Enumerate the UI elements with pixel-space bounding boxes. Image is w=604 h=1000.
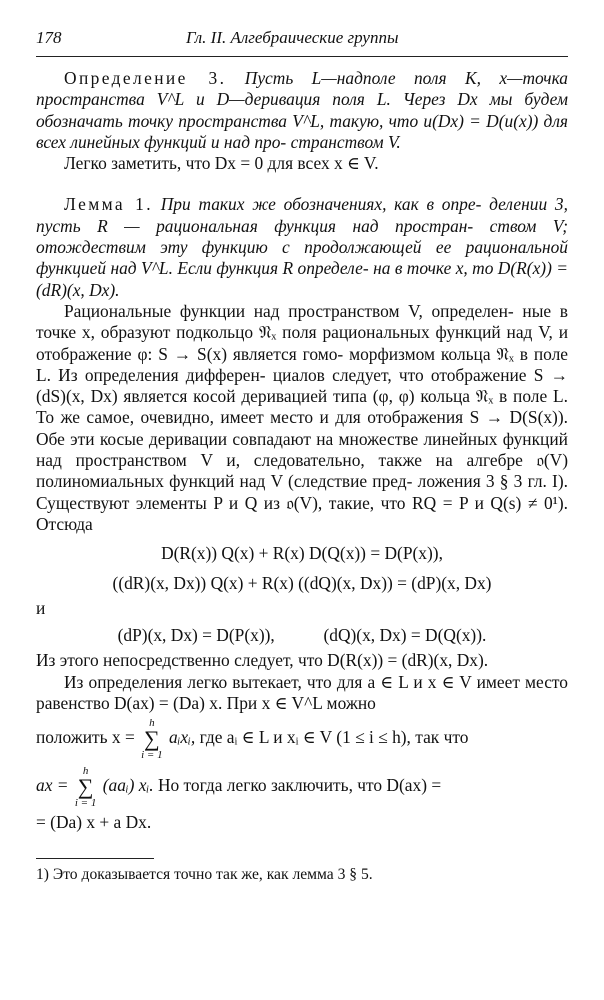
conclusion-line: Из этого непосредственно следует, что D(R(x)) = (dR)(x, Dx). <box>36 650 489 671</box>
sigma-icon: ∑ <box>77 774 94 800</box>
footnote-text: Это доказывается точно так же, как лемма 3 § 5. <box>52 866 373 883</box>
equation-2: ((dR)(x, Dx)) Q(x) + R(x) ((dQ)(x, Dx)) = (dP)(x, Dx) <box>112 572 492 593</box>
proof-line: ные в точке x, образуют подкольцо 𝔑ₓ поля рациональных <box>36 300 568 343</box>
proof-line: Обе эти косые деривации совпадают на множестве линейных <box>36 428 498 449</box>
running-title: Гл. II. Алгебраические группы <box>186 28 399 47</box>
lemma-line-5: на в точке x, то D(R(x)) = (dR)(x, Dx). <box>36 258 568 300</box>
proof-line: функций над V, и отображение φ: S → S(x) является гомо- <box>36 322 569 364</box>
proof-line: самое, очевидно, имеет место и для отображения S → D(S(x)). <box>86 407 568 428</box>
sum-sign-2 <box>75 766 96 808</box>
sum-lower-limit: i = 1 <box>141 749 163 762</box>
definition-3 <box>36 68 568 153</box>
sum-sign-1 <box>141 718 162 760</box>
proof-line: алгебре 𝔬(V) полиномиальных функций над V (следствие пред- <box>36 450 568 492</box>
text-fragment: ax = <box>36 775 69 796</box>
lemma-label: Лемма 1. <box>64 194 153 215</box>
proof-line: циалов следует, что отображение S → (dS)(x, Dx) является <box>36 364 568 407</box>
text-fragment: Но тогда легко заключить, что D(ax) = <box>157 775 442 796</box>
proof-line: морфизмом кольца 𝔑ₓ в поле L. Из определения дифферен- <box>36 343 568 385</box>
definition-line-2: пространства V^L и D—деривация поля L. Через Dx мы <box>36 89 513 110</box>
definition-line-5: странством V. <box>290 131 401 152</box>
para2-line-4 <box>36 766 568 808</box>
para2-line-5: = (Da) x + a Dx. <box>36 812 152 833</box>
main-text <box>36 68 568 834</box>
proof-line: такие, что RQ = P и Q(s) ≠ 0¹). Отсюда <box>36 492 568 534</box>
text-fragment: где aᵢ ∈ L и xᵢ ∈ V (1 ≤ i ≤ h), так что <box>199 727 469 748</box>
sum-upper-limit: h <box>82 765 89 778</box>
proof-line: косой деривацией типа (φ, φ) кольца 𝔑ₓ в поле L. То же <box>36 386 568 428</box>
footnote-marker: 1) <box>36 866 49 883</box>
proof-line: функций над пространством V и, следовательно, также на <box>36 428 568 471</box>
equation-1: D(R(x)) Q(x) + R(x) D(Q(x)) = D(P(x)), <box>161 543 443 564</box>
definition-line-3: будем обозначать точку пространства V^L, такую, что <box>36 89 568 131</box>
definition-line-4: u(Dx) = D(u(x)) для всех линейных функций и над про- <box>36 110 568 152</box>
lemma-1 <box>36 194 568 300</box>
para2-line-1: Из определения легко вытекает, что для a ∈ L и x ∈ V <box>64 671 472 692</box>
definition-line-1: Пусть L—надполе поля K, x—точка <box>244 68 568 88</box>
definition-label: Определение 3. <box>64 68 227 88</box>
lemma-line-1: При таких же обозначениях, как в опре- <box>160 194 482 215</box>
sigma-icon: ∑ <box>144 726 160 752</box>
footnote-rule <box>36 858 154 859</box>
equation-3 <box>36 625 568 646</box>
conjunction-and: и <box>36 597 46 618</box>
para2-line-2: имеет место равенство D(ax) = (Da) x. При x ∈ V^L можно <box>36 671 568 714</box>
spacer <box>36 174 568 194</box>
running-header <box>36 28 568 57</box>
definition-note: Легко заметить, что Dx = 0 для всех x ∈ V. <box>64 153 379 174</box>
proof-line: ложения 3 § 3 гл. I). Существуют элементы P и Q из 𝔬(V), <box>36 471 568 513</box>
proof-line: Рациональные функции над пространством V, определен- <box>64 300 514 321</box>
para2-line-3 <box>36 718 568 760</box>
lemma-line-2: делении 3, пусть R — рациональная функция над простран- <box>36 194 568 236</box>
sum-upper-limit: h <box>149 717 155 730</box>
equation-3a: (dP)(x, Dx) = D(P(x)), <box>117 625 275 646</box>
sum-lower-limit: i = 1 <box>74 797 97 810</box>
lemma-line-3: ством V; отождествим эту функцию с продолжающей ее <box>36 215 568 258</box>
sum-term: aᵢxᵢ, <box>168 727 196 748</box>
page-number: 178 <box>36 28 62 47</box>
sum-term: (aaᵢ) xᵢ. <box>102 775 154 796</box>
equation-3b: (dQ)(x, Dx) = D(Q(x)). <box>323 625 487 646</box>
footnote <box>36 866 568 884</box>
lemma-line-4: рациональной функцией над V^L. Если функция R определе- <box>36 237 568 279</box>
proof-paragraph-1 <box>36 301 568 535</box>
proof-paragraph-2 <box>36 672 568 715</box>
text-fragment: положить x = <box>36 727 135 748</box>
